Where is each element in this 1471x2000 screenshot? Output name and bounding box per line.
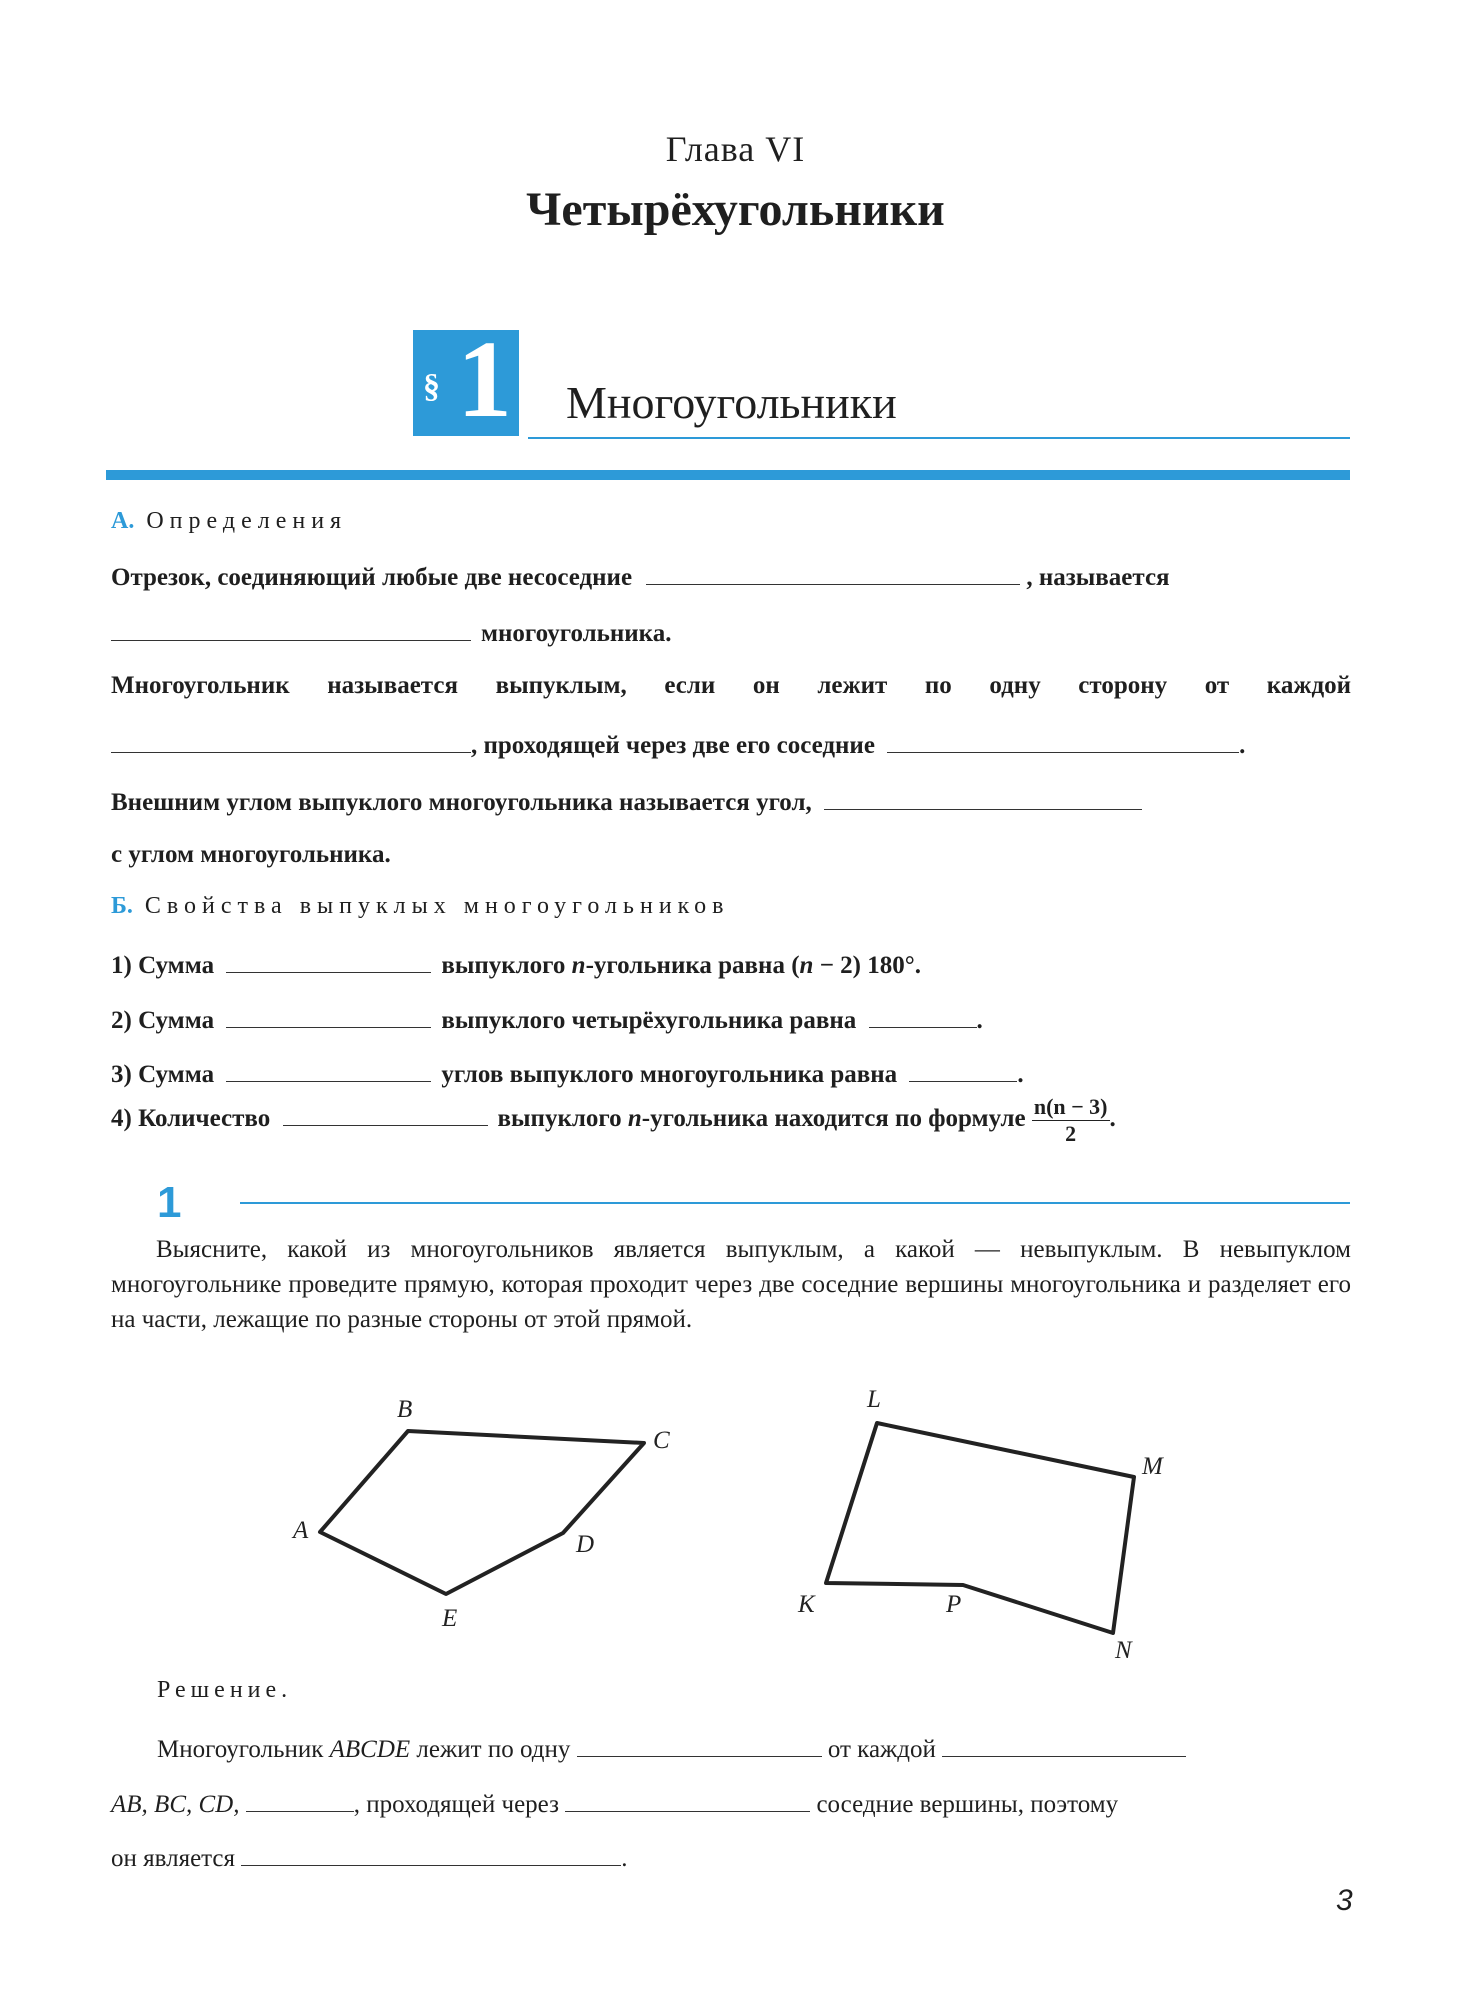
solution-text: от каждой — [827, 1736, 936, 1763]
property-text: 2) Сумма — [111, 1007, 215, 1034]
formula-numerator: n(n − 3) — [1033, 1093, 1108, 1119]
solution-line-2 — [111, 1787, 1118, 1819]
polygon-name: ABCDE — [329, 1736, 411, 1763]
property-text: − 2) 180°. — [813, 952, 922, 979]
properties-heading-text: Свойства выпуклых многоугольников — [144, 893, 730, 919]
section-symbol: § — [423, 368, 440, 405]
section-rule — [528, 437, 1350, 439]
property-text: . — [1017, 1061, 1024, 1088]
solution-text: он является — [111, 1845, 235, 1872]
variable-n: n — [799, 952, 814, 979]
formula-denominator: 2 — [1065, 1120, 1077, 1146]
properties-letter: Б. — [111, 893, 133, 919]
vertex-label: K — [798, 1591, 815, 1618]
answer-blank[interactable] — [869, 1003, 977, 1028]
vertex-label: E — [442, 1605, 458, 1632]
property-text: выпуклого четырёхугольника равна — [441, 1007, 857, 1034]
answer-blank[interactable] — [577, 1732, 822, 1757]
property-text: выпуклого — [441, 952, 566, 979]
answer-blank[interactable] — [241, 1841, 621, 1866]
property-text: . — [1109, 1105, 1116, 1132]
definition-line-2 — [111, 616, 671, 648]
answer-blank[interactable] — [226, 1003, 431, 1028]
answer-blank[interactable] — [646, 560, 1020, 585]
solution-text: . — [621, 1845, 628, 1872]
property-3 — [111, 1057, 1024, 1089]
definition-text: . — [1239, 732, 1246, 759]
answer-blank[interactable] — [246, 1787, 354, 1812]
solution-text: лежит по одну — [416, 1736, 571, 1763]
vertex-label: L — [867, 1386, 881, 1413]
section-title: Многоугольники — [566, 377, 897, 428]
section-badge — [413, 318, 519, 440]
property-text: -угольника равна ( — [585, 952, 800, 979]
page-number: 3 — [1336, 1884, 1353, 1917]
section-number: 1 — [457, 318, 512, 440]
answer-blank[interactable] — [565, 1787, 810, 1812]
property-2 — [111, 1003, 983, 1035]
answer-blank[interactable] — [283, 1101, 488, 1126]
definition-line-4 — [111, 728, 1245, 760]
answer-blank[interactable] — [824, 785, 1142, 810]
property-text: углов выпуклого многоугольника равна — [441, 1061, 898, 1088]
solution-line-1 — [157, 1732, 1186, 1764]
answer-blank[interactable] — [111, 728, 471, 753]
vertex-label: M — [1142, 1453, 1163, 1480]
definition-text: , проходящей через две его соседние — [471, 732, 875, 759]
property-text: . — [976, 1007, 983, 1034]
solution-text: Многоугольник — [157, 1736, 324, 1763]
solution-text: соседние вершины, поэтому — [816, 1791, 1119, 1818]
definition-line-6: с углом многоугольника. — [111, 841, 391, 868]
definitions-heading — [111, 508, 347, 535]
variable-n: n — [627, 1105, 642, 1132]
answer-blank[interactable] — [226, 948, 431, 973]
vertex-label: B — [397, 1396, 413, 1423]
definition-text: многоугольника. — [481, 620, 672, 647]
property-text: 3) Сумма — [111, 1061, 215, 1088]
property-text: 1) Сумма — [111, 952, 215, 979]
task-text: Выясните, какой из многоугольников является выпуклым, а какой — невыпуклым. В невыпуклом многоугольнике проведите прямую, которая проходит через две соседние вершины многоугольника и разделяет его на части, лежащие по разные стороны от этой прямой. — [111, 1236, 1351, 1333]
definition-text: , называется — [1026, 564, 1170, 591]
definition-text: Внешним углом выпуклого многоугольника называется угол, — [111, 789, 812, 816]
chapter-label: Глава VI — [665, 129, 806, 169]
task-rule — [240, 1202, 1350, 1204]
solution-text: , проходящей через — [353, 1791, 559, 1818]
diagonals-formula — [1032, 1094, 1110, 1147]
variable-n: n — [571, 952, 586, 979]
properties-heading — [111, 893, 729, 920]
property-text: выпуклого — [497, 1105, 622, 1132]
answer-blank[interactable] — [226, 1057, 431, 1082]
polygons-figure — [0, 1380, 1471, 1680]
answer-blank[interactable] — [909, 1057, 1017, 1082]
vertex-label: A — [293, 1517, 309, 1544]
answer-blank[interactable] — [887, 728, 1239, 753]
vertex-label: C — [653, 1427, 670, 1454]
task-number: 1 — [157, 1178, 182, 1227]
chapter-title: Четырёхугольники — [526, 183, 945, 236]
definition-line-1 — [111, 560, 1170, 592]
definition-line-3: Многоугольник называется выпуклым, если он лежит по одну сторону от каждой — [111, 672, 1351, 699]
polygon-klmnp — [826, 1423, 1134, 1633]
definitions-heading-text: Определения — [146, 508, 348, 534]
solution-heading: Решение. — [157, 1677, 293, 1703]
section-divider — [106, 470, 1350, 480]
segment-names: AB, BC, CD, — [111, 1791, 240, 1818]
vertex-label: N — [1115, 1637, 1132, 1664]
solution-line-3 — [111, 1841, 628, 1873]
property-text: -угольника находится по формуле — [641, 1105, 1026, 1132]
property-4 — [111, 1092, 1116, 1147]
vertex-label: D — [576, 1531, 595, 1558]
property-1 — [111, 948, 921, 980]
definition-text: Отрезок, соединяющий любые две несоседние — [111, 564, 633, 591]
definitions-letter: А. — [111, 508, 135, 534]
answer-blank[interactable] — [111, 616, 471, 641]
polygon-abcde — [320, 1431, 644, 1594]
definition-line-5 — [111, 785, 1142, 817]
property-text: 4) Количество — [111, 1105, 271, 1132]
answer-blank[interactable] — [942, 1732, 1186, 1757]
vertex-label: P — [946, 1591, 962, 1618]
